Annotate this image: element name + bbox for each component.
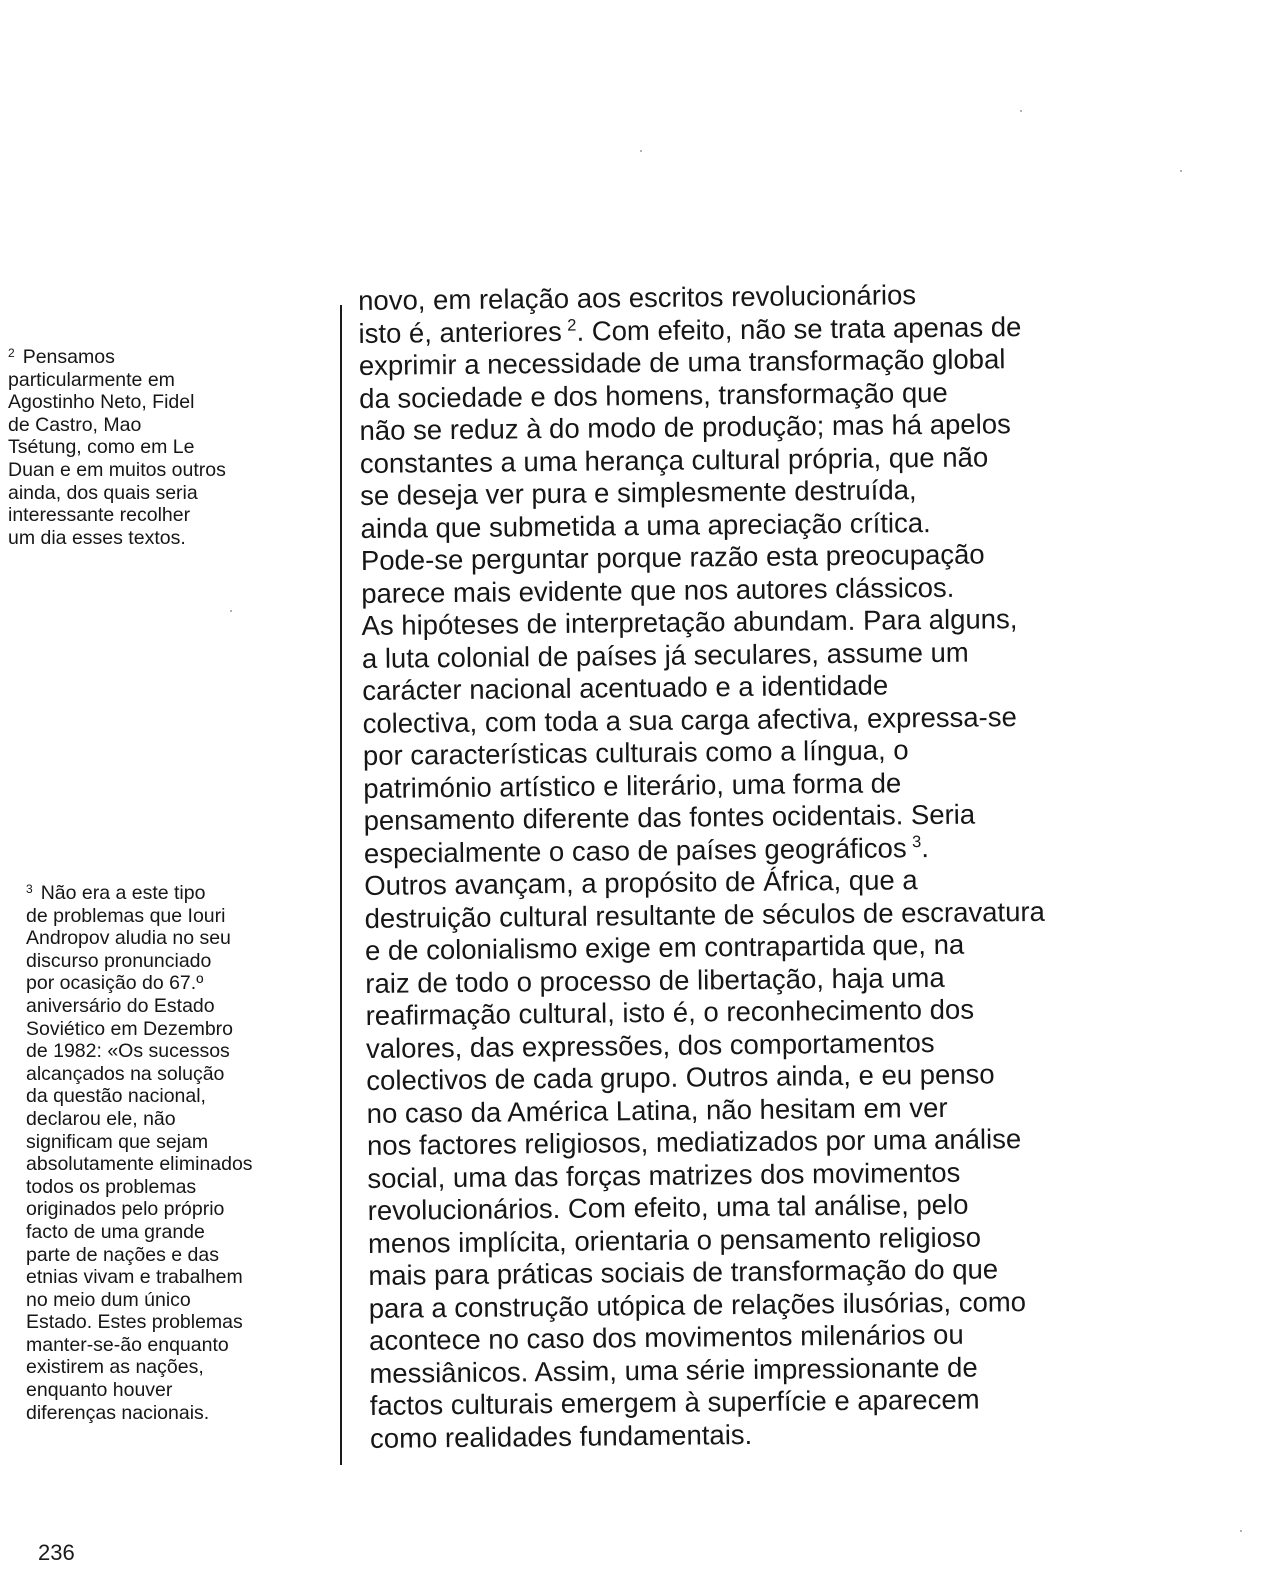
footnote-line xyxy=(26,1221,361,1244)
text-segment: acontece no caso dos movimentos milenários ou xyxy=(368,1318,964,1356)
footnote-line xyxy=(26,1018,361,1041)
text-segment: . xyxy=(921,831,930,863)
text-segment: As hipóteses de interpretação abundam. Para alguns, xyxy=(361,603,1018,641)
text-segment: destruição cultural resultante de séculos de escravatura xyxy=(364,895,1046,934)
text-segment: valores, das expressões, dos comportamentos xyxy=(365,1026,935,1064)
footnote-line xyxy=(8,459,343,482)
text-segment: exprimir a necessidade de uma transformação global xyxy=(358,343,1006,381)
footnote-text: Duan e em muitos outros xyxy=(8,458,226,481)
footnote-text: originados pelo próprio xyxy=(26,1198,225,1221)
footnote-text: enquanto houver xyxy=(26,1379,173,1402)
footnote-text: alcançados na solução xyxy=(26,1062,225,1085)
text-segment: por características culturais como a língua, o xyxy=(362,734,909,771)
footnote-line xyxy=(8,527,343,550)
text-segment: . Com efeito, não se trata apenas de xyxy=(576,310,1022,347)
text-segment: Outros avançam, a propósito de África, que a xyxy=(364,864,918,901)
footnote-line xyxy=(26,995,361,1018)
footnote-line xyxy=(26,1085,361,1108)
text-segment: da sociedade e dos homens, transformação que xyxy=(359,376,948,414)
footnote-text: Agostinho Neto, Fidel xyxy=(8,391,195,414)
footnote-line xyxy=(8,414,343,437)
text-segment: património artístico e literário, uma forma de xyxy=(363,766,902,804)
text-segment: nos factores religiosos, mediatizados por uma análise xyxy=(366,1123,1022,1161)
text-segment: especialmente o caso de países geográficos xyxy=(363,831,907,869)
paper-speck xyxy=(1020,110,1022,112)
text-segment: a luta colonial de países já seculares, assume um xyxy=(361,636,969,674)
footnote-text: Andropov aludia no seu xyxy=(26,927,231,950)
footnote-line xyxy=(26,1153,361,1176)
footnote-line xyxy=(8,436,343,459)
text-segment: colectivos de cada grupo. Outros ainda, e eu penso xyxy=(366,1058,995,1096)
footnote-text: significam que sejam xyxy=(26,1130,209,1153)
text-segment: social, uma das forças matrizes dos movimentos xyxy=(367,1156,961,1194)
paper-speck xyxy=(640,150,642,152)
footnote-text: parte de nações e das xyxy=(26,1243,219,1266)
text-segment: reafirmação cultural, isto é, o reconhecimento dos xyxy=(365,993,975,1031)
footnote-text: Estado. Estes problemas xyxy=(26,1311,243,1334)
footnote-line xyxy=(8,391,343,414)
text-segment: pensamento diferente das fontes ocidentais. Seria xyxy=(363,798,976,836)
footnote-text: interessante recolher xyxy=(8,504,191,527)
text-segment: menos implícita, orientaria o pensamento religioso xyxy=(367,1221,982,1259)
text-segment: raiz de todo o processo de libertação, haja uma xyxy=(365,961,945,999)
footnote-text: aniversário do Estado xyxy=(26,994,215,1017)
footnote-text: no meio dum único xyxy=(26,1288,191,1311)
footnote-marker: 3 xyxy=(26,882,33,896)
text-segment: factos culturais emergem à superfície e aparecem xyxy=(369,1383,980,1421)
text-segment: constantes a uma herança cultural própria, que não xyxy=(359,440,989,479)
footnote-text: ainda, dos quais seria xyxy=(8,481,198,504)
footnote-line xyxy=(26,1402,361,1425)
main-text-column xyxy=(358,276,1250,1455)
footnote-text: da questão nacional, xyxy=(26,1085,206,1108)
footnote-text: de Castro, Mao xyxy=(8,413,142,436)
text-segment: ainda que submetida a uma apreciação crítica. xyxy=(360,506,931,544)
footnote-text: etnias vivam e trabalhem xyxy=(26,1266,243,1289)
footnote-line xyxy=(26,1108,361,1131)
paper-speck xyxy=(1240,1530,1242,1532)
text-segment: como realidades fundamentais. xyxy=(369,1418,753,1454)
footnote-text: discurso pronunciado xyxy=(26,949,212,972)
footnote-line xyxy=(8,342,343,369)
footnote-text: um dia esses textos. xyxy=(8,526,186,549)
footnote-line xyxy=(8,482,343,505)
footnote-line xyxy=(26,1063,361,1086)
footnote-text: declarou ele, não xyxy=(26,1107,176,1130)
footnote-text: facto de uma grande xyxy=(26,1220,205,1243)
footnote-line xyxy=(26,950,361,973)
footnote-line xyxy=(26,972,361,995)
footnote-text: todos os problemas xyxy=(26,1175,197,1198)
footnote-line xyxy=(26,905,361,928)
text-segment: e de colonialismo exige em contrapartida que, na xyxy=(364,928,965,966)
footnote-line xyxy=(26,1266,361,1289)
footnote-line xyxy=(26,1379,361,1402)
footnote-line xyxy=(26,1334,361,1357)
footnote-line xyxy=(26,1176,361,1199)
text-segment: mais para práticas sociais de transformação do que xyxy=(368,1253,999,1291)
footnote-text: Soviético em Dezembro xyxy=(26,1017,233,1040)
footnote-3 xyxy=(26,878,361,1424)
page-number: 236 xyxy=(38,1540,75,1565)
footnote-line xyxy=(8,369,343,392)
text-segment: Pode-se perguntar porque razão esta preocupação xyxy=(360,538,985,576)
footnote-text: existirem as nações, xyxy=(26,1356,204,1379)
paper-speck xyxy=(230,610,232,612)
footnote-text: de problemas que Iouri xyxy=(26,904,226,927)
footnote-text: de 1982: «Os sucessos xyxy=(26,1040,230,1063)
footnote-marker: 2 xyxy=(8,346,15,360)
text-segment: no caso da América Latina, não hesitam em ver xyxy=(366,1091,948,1129)
footnote-text: particularmente em xyxy=(8,368,175,391)
column-divider xyxy=(340,305,342,1465)
text-segment: para a construção utópica de relações ilusórias, como xyxy=(368,1285,1027,1324)
text-segment: carácter nacional acentuado e a identidade xyxy=(362,669,889,706)
footnote-text: Tsétung, como em Le xyxy=(8,436,195,459)
footnote-text: manter-se-ão enquanto xyxy=(26,1333,229,1356)
footnote-line xyxy=(26,1356,361,1379)
footnote-text: diferenças nacionais. xyxy=(26,1401,210,1424)
text-segment: não se reduz à do modo de produção; mas há apelos xyxy=(359,408,1011,446)
footnote-text: por ocasição do 67.º xyxy=(26,972,204,995)
paper-speck xyxy=(1180,170,1182,172)
footnote-line xyxy=(26,927,361,950)
footnote-text: Não era a este tipo xyxy=(40,882,206,904)
footnote-reference: 2 xyxy=(567,316,577,335)
footnote-line xyxy=(26,1040,361,1063)
footnote-reference: 3 xyxy=(911,832,922,851)
text-segment: revolucionários. Com efeito, uma tal análise, pelo xyxy=(367,1188,969,1226)
text-segment: novo, em relação aos escritos revolucionários xyxy=(358,279,917,316)
text-segment: colectiva, com toda a sua carga afectiva, expressa-se xyxy=(362,700,1017,739)
footnote-line xyxy=(26,1244,361,1267)
footnote-text: absolutamente eliminados xyxy=(26,1153,253,1176)
text-segment: parece mais evidente que nos autores clássicos. xyxy=(361,571,955,609)
footnote-line xyxy=(26,1198,361,1221)
text-segment: se deseja ver pura e simplesmente destruída, xyxy=(360,474,917,511)
footnote-line xyxy=(8,504,343,527)
footnote-line xyxy=(26,1289,361,1312)
footnote-line xyxy=(26,1311,361,1334)
footnote-line xyxy=(26,1131,361,1154)
footnote-2 xyxy=(8,342,343,549)
footnote-text: Pensamos xyxy=(22,346,115,368)
text-segment: isto é, anteriores xyxy=(358,315,562,349)
footnote-line xyxy=(26,878,361,905)
text-segment: messiânicos. Assim, uma série impressionante de xyxy=(369,1351,978,1389)
